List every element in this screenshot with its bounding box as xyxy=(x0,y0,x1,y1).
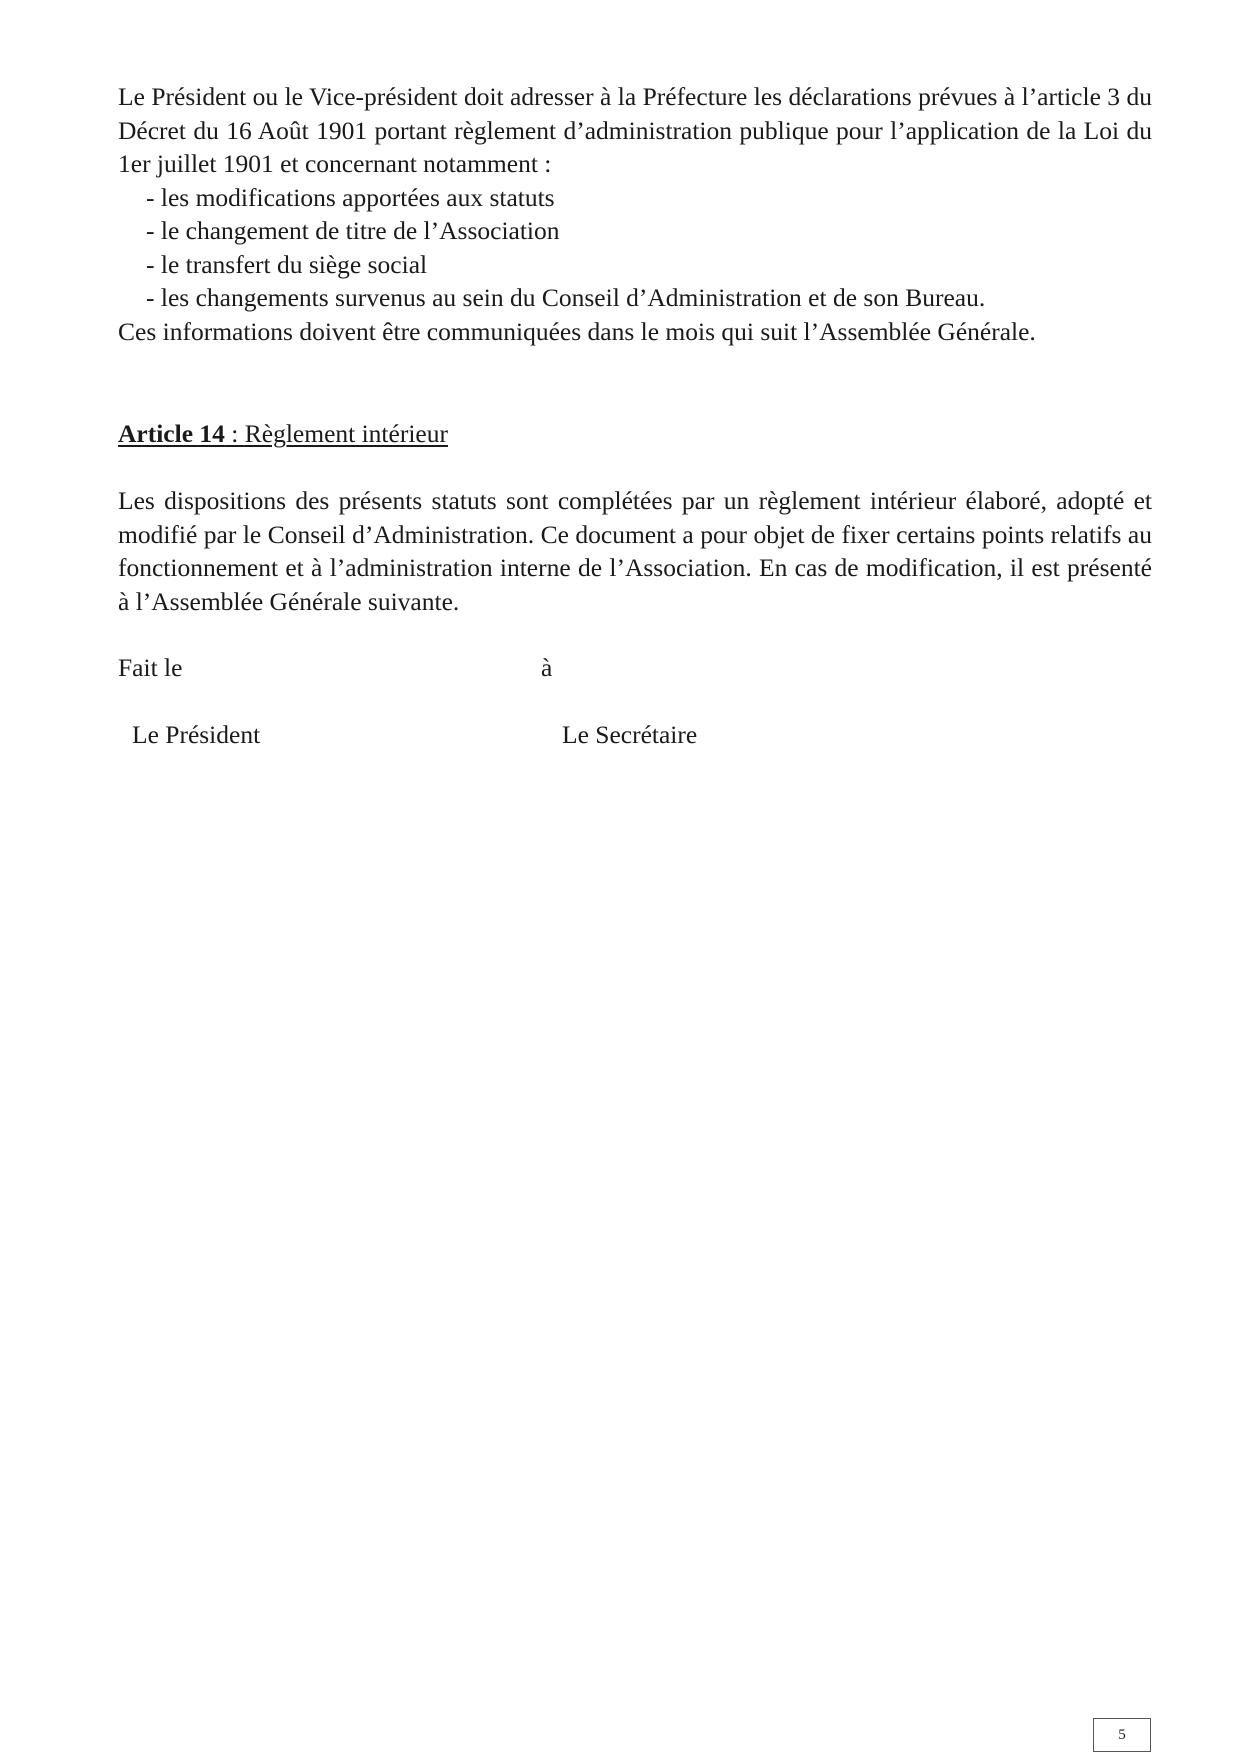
article-14-title: Règlement intérieur xyxy=(244,419,448,448)
list-item: - le transfert du siège social xyxy=(146,249,428,279)
list-item: - les changements survenus au sein du Conseil d’Administration et de son Bureau. xyxy=(146,283,986,312)
article-14-separator: : xyxy=(224,419,245,448)
page-number: 5 xyxy=(1093,1718,1151,1752)
bullet-list xyxy=(118,181,1152,315)
secretaire-signature-label: Le Secrétaire xyxy=(562,720,698,749)
place-label: à xyxy=(541,653,553,682)
fait-le-label: Fait le xyxy=(118,653,183,682)
article-14-paragraph: Les dispositions des présents statuts sont complétées par un règlement intérieur élaboré, adopté et modifié par le Conseil d’Administration. Ce document a pour objet de fixer certains points relatifs au fonctionnement et à l’administration interne de l’Association. En cas de modification, il est présenté à l’Assemblée Générale suivante. xyxy=(118,486,1152,616)
list-item: - les modifications apportées aux statuts xyxy=(146,182,555,212)
president-signature-label: Le Président xyxy=(132,720,261,749)
closing-paragraph: Ces informations doivent être communiquées dans le mois qui suit l’Assemblée Générale. xyxy=(118,316,1036,346)
article-14-label: Article 14 xyxy=(118,419,225,448)
list-item: - le changement de titre de l’Association xyxy=(146,216,560,245)
article-14-heading xyxy=(118,417,448,451)
declarations-section xyxy=(118,80,1152,348)
intro-paragraph: Le Président ou le Vice-président doit adresser à la Préfecture les déclarations prévues à l’article 3 du Décret du 16 Août 1901 portant règlement d’administration publique pour l’application de la Loi du 1er juillet 1901 et concernant notamment : xyxy=(118,82,1152,178)
